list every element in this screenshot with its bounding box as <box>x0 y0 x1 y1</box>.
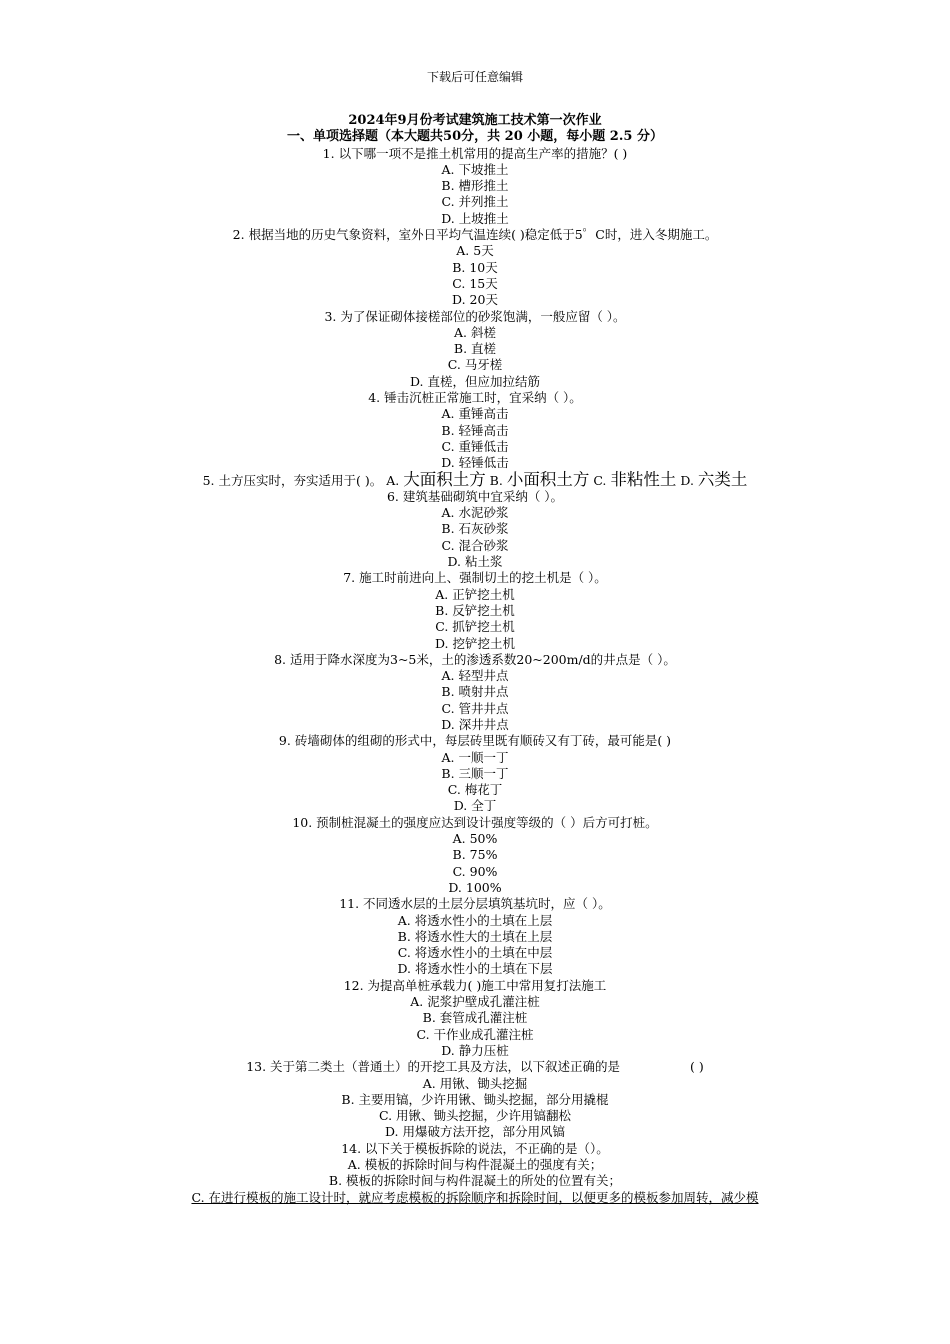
question-stem: 10. 预制桩混凝土的强度应达到设计强度等级的（ ）后方可打桩。 <box>292 814 658 830</box>
option: D. 全丁 <box>453 798 497 814</box>
option: B. 轻锤高击 <box>441 422 509 438</box>
option-letter: C. <box>593 472 607 488</box>
option: D. 轻锤低击 <box>441 455 509 471</box>
option: B. 将透水性大的土填在上层 <box>397 928 553 944</box>
option: B. 石灰砂浆 <box>441 521 509 537</box>
document-body <box>0 113 950 1206</box>
question-stem: 2. 根据当地的历史气象资料，室外日平均气温连续( )稳定低于5゜C时，进入冬期施工。 <box>232 227 718 243</box>
option: C. 干作业成孔灌注桩 <box>416 1026 534 1042</box>
option: A. 5天 <box>456 243 494 259</box>
option: B. 直槎 <box>453 341 497 357</box>
option: A. 斜槎 <box>454 324 496 340</box>
option: D. 直槎，但应加拉结筋 <box>409 373 541 389</box>
option: B. 模板的拆除时间与构件混凝土的所处的位置有关； <box>328 1173 622 1189</box>
option-letter: B. <box>489 472 503 488</box>
option: C. 抓铲挖土机 <box>435 619 515 635</box>
option: B. 槽形推土 <box>441 178 509 194</box>
option: D. 20天 <box>452 292 498 308</box>
option: B. 套管成孔灌注桩 <box>422 1010 528 1026</box>
option: A. 一顺一丁 <box>441 749 509 765</box>
option: C. 15天 <box>452 275 498 291</box>
option: B. 喷射井点 <box>441 684 509 700</box>
question-stem: 14. 以下关于模板拆除的说法，不正确的是（）。 <box>341 1140 609 1156</box>
question-stem: 11. 不同透水层的土层分层填筑基坑时，应（ ）。 <box>339 896 611 912</box>
option: C. 马牙槎 <box>447 357 503 373</box>
option: C. 90% <box>452 863 498 879</box>
section-heading: 一、单项选择题（本大题共50分，共 20 小题，每小题 2.5 分） <box>287 129 663 145</box>
option: B. 75% <box>452 847 498 863</box>
option: A. 用锹、锄头挖掘 <box>422 1075 528 1091</box>
option: D. 深井井点 <box>441 716 509 732</box>
option: A. 将透水性小的土填在上层 <box>397 912 553 928</box>
question-stem: 5. 土方压实时，夯实适用于( )。 <box>202 472 383 488</box>
option: D. 将透水性小的土填在下层 <box>397 961 553 977</box>
option: A. 水泥砂浆 <box>441 505 509 521</box>
option: D. 挖铲挖土机 <box>434 635 516 651</box>
option: C. 混合砂浆 <box>441 537 509 553</box>
option: B. 三顺一丁 <box>441 765 509 781</box>
option: A. 正铲挖土机 <box>435 586 515 602</box>
option: D. 100% <box>448 879 502 895</box>
option: D. 粘土浆 <box>447 554 503 570</box>
option: C. 将透水性小的土填在中层 <box>397 945 553 961</box>
option: A. 下坡推土 <box>441 161 509 177</box>
option-letter: D. <box>680 472 694 488</box>
option: C. 重锤低击 <box>441 438 509 454</box>
option: C. 梅花丁 <box>447 782 503 798</box>
question-stem: 6. 建筑基础砌筑中宜采纳（ ）。 <box>386 488 564 504</box>
option: D. 静力压桩 <box>441 1042 509 1058</box>
option: C. 并列推土 <box>441 194 509 210</box>
option-letter: A. <box>386 472 400 488</box>
option: B. 10天 <box>452 259 498 275</box>
option: D. 上坡推土 <box>441 210 509 226</box>
option: 六类土 <box>697 469 748 489</box>
question-13-line <box>0 1059 950 1075</box>
option: 非粘性土 <box>610 469 677 489</box>
document-title: 2024年9月份考试建筑施工技术第一次作业 <box>348 113 602 128</box>
question-stem: 4. 锤击沉桩正常施工时，宜采纳（ ）。 <box>368 390 582 406</box>
option: A. 50% <box>452 831 498 847</box>
option: B. 主要用镐，少许用锹、锄头挖掘，部分用撬棍 <box>341 1091 609 1107</box>
question-stem: 7. 施工时前进向上、强制切土的挖土机是（ ）。 <box>343 570 607 586</box>
question-stem: 8. 适用于降水深度为3~5米，土的渗透系数20~200m/d的井点是（ ）。 <box>274 651 676 667</box>
option: D. 用爆破方法开挖，部分用风镐 <box>384 1124 566 1140</box>
option: A. 泥浆护壁成孔灌注桩 <box>410 994 540 1010</box>
option: A. 轻型井点 <box>441 668 509 684</box>
option: C. 管井井点 <box>441 700 509 716</box>
answer-blank: ( ) <box>690 1059 704 1075</box>
question-stem: 3. 为了保证砌体接槎部位的砂浆饱满，一般应留（ ）。 <box>324 308 626 324</box>
option: A. 重锤高击 <box>441 406 509 422</box>
question-stem: 1. 以下哪一项不是推土机常用的提高生产率的措施？( ) <box>322 145 628 161</box>
option: C. 用锹、锄头挖掘，少许用镐翻松 <box>378 1108 572 1124</box>
question-5-line <box>0 469 950 489</box>
option: A. 模板的拆除时间与构件混凝土的强度有关； <box>347 1157 603 1172</box>
option: 大面积土方 <box>403 469 486 489</box>
question-stem: 9. 砖墙砌体的组砌的形式中，每层砖里既有顺砖又有丁砖，最可能是( ) <box>278 733 672 749</box>
question-stem: 12. 为提高单桩承载力( )施工中常用复打法施工 <box>343 977 607 993</box>
option: C. 在进行模板的施工设计时，就应考虑模板的拆除顺序和拆除时间，以便更多的模板参加周转，减少模 <box>191 1189 759 1205</box>
header-note: 下载后可任意编辑 <box>426 70 523 84</box>
option: B. 反铲挖土机 <box>435 602 515 618</box>
option: 小面积土方 <box>506 469 590 489</box>
question-stem: 13. 关于第二类土（普通土）的开挖工具及方法，以下叙述正确的是 <box>246 1059 621 1075</box>
